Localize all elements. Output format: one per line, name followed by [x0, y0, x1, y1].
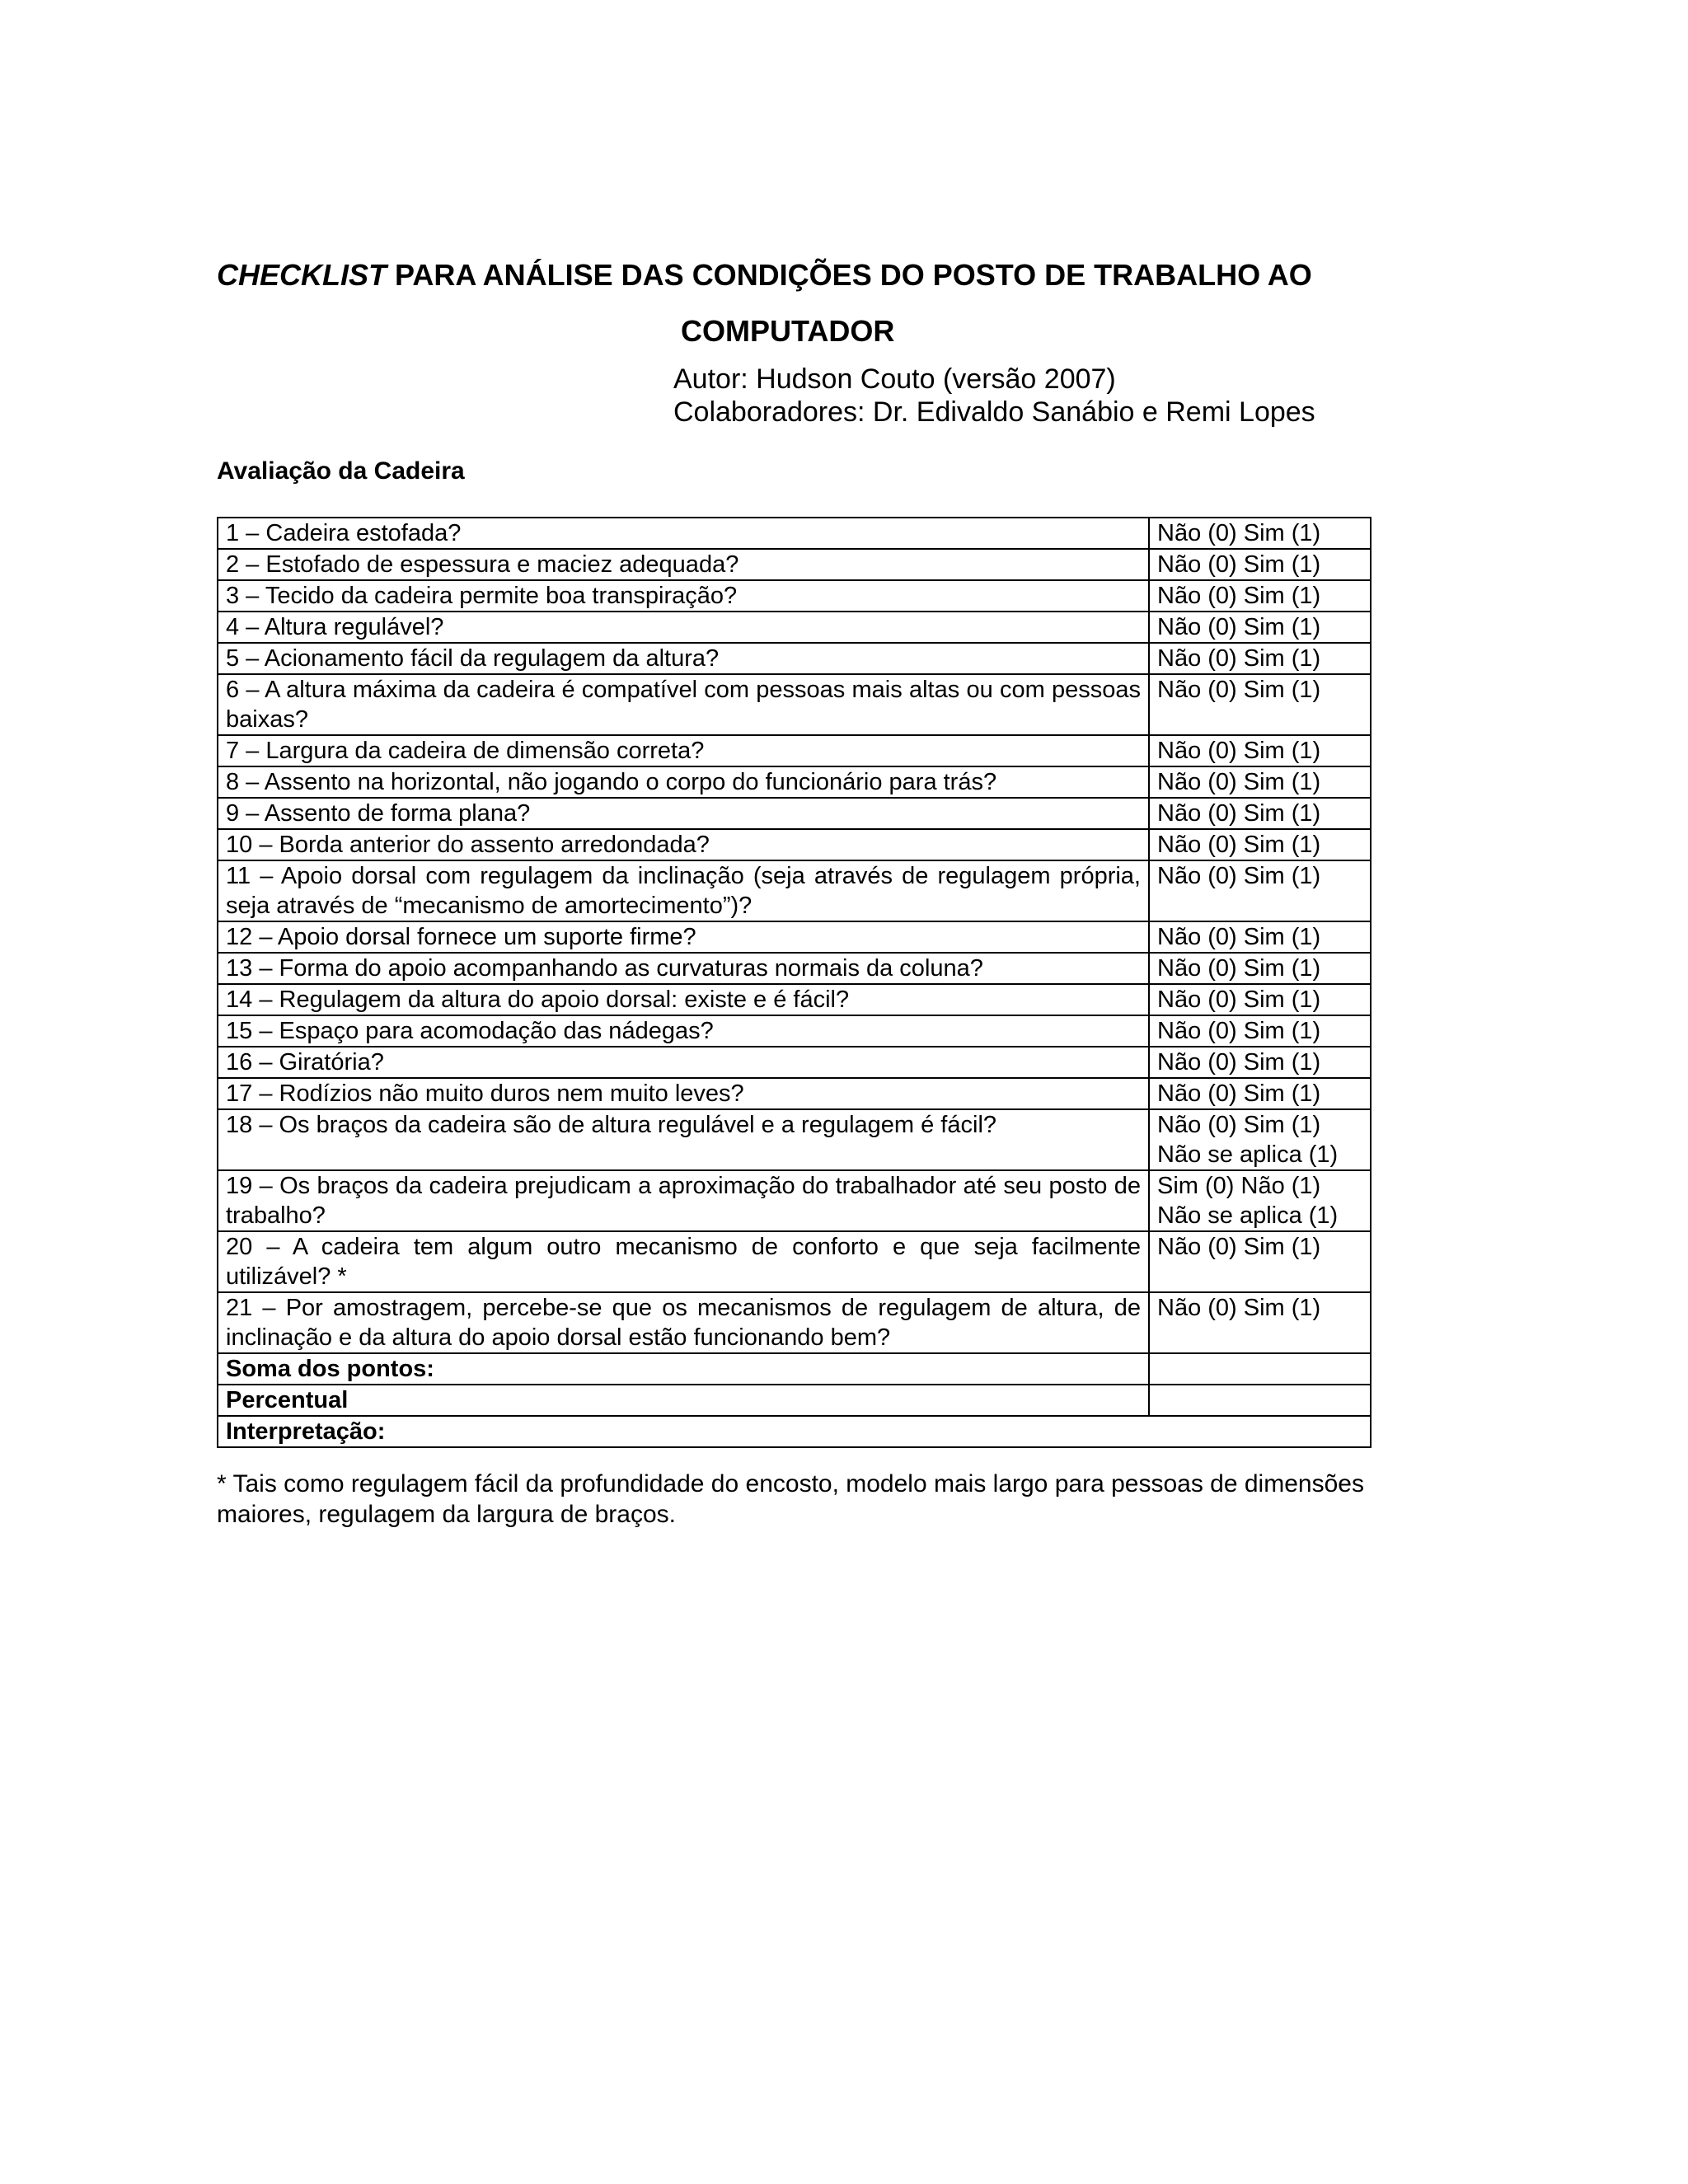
title-line-1	[217, 247, 1371, 303]
percent-label: Percentual	[218, 1385, 1149, 1416]
interpretation-row	[218, 1416, 1371, 1447]
author-block	[673, 363, 1315, 429]
question-cell: 3 – Tecido da cadeira permite boa transpiração?	[218, 580, 1149, 612]
answer-option[interactable]: Não (0) Sim (1)	[1157, 800, 1321, 827]
percent-value-cell[interactable]	[1149, 1385, 1371, 1416]
checklist-table	[217, 517, 1372, 1448]
question-cell: 11 – Apoio dorsal com regulagem da inclinação (seja através de regulagem própria, seja através de “mecanismo de amortecimento”)?	[218, 860, 1149, 921]
answer-cell[interactable]	[1149, 1078, 1371, 1109]
answer-cell[interactable]	[1149, 674, 1371, 735]
answer-cell[interactable]	[1149, 953, 1371, 984]
answer-option[interactable]: Não (0) Sim (1)	[1157, 863, 1321, 889]
answer-option[interactable]: Não (0) Sim (1)	[1157, 520, 1321, 546]
title-italic-word: CHECKLIST	[217, 258, 387, 292]
answer-option[interactable]: Não (0) Sim (1)	[1157, 551, 1321, 578]
checklist-row	[218, 1015, 1371, 1047]
answer-option[interactable]: Não (0) Sim (1)	[1157, 1112, 1321, 1138]
answer-option[interactable]: Sim (0) Não (1)	[1157, 1173, 1321, 1199]
answer-cell[interactable]	[1149, 860, 1371, 921]
question-cell: 6 – A altura máxima da cadeira é compatível com pessoas mais altas ou com pessoas baixas?	[218, 674, 1149, 735]
answer-option[interactable]: Não (0) Sim (1)	[1157, 614, 1321, 640]
answer-option[interactable]: Não (0) Sim (1)	[1157, 1018, 1321, 1044]
checklist-row	[218, 798, 1371, 829]
sum-label: Soma dos pontos:	[218, 1353, 1149, 1385]
answer-cell[interactable]	[1149, 984, 1371, 1015]
checklist-body	[218, 518, 1371, 1447]
question-cell: 17 – Rodízios não muito duros nem muito leves?	[218, 1078, 1149, 1109]
checklist-row	[218, 549, 1371, 580]
answer-cell[interactable]	[1149, 921, 1371, 953]
question-cell: 1 – Cadeira estofada?	[218, 518, 1149, 549]
checklist-row	[218, 1047, 1371, 1078]
answer-cell[interactable]	[1149, 612, 1371, 643]
checklist-row	[218, 612, 1371, 643]
answer-cell[interactable]	[1149, 766, 1371, 798]
answer-cell[interactable]	[1149, 1015, 1371, 1047]
answer-option[interactable]: Não (0) Sim (1)	[1157, 1049, 1321, 1076]
checklist-row	[218, 829, 1371, 860]
question-cell: 12 – Apoio dorsal fornece um suporte firme?	[218, 921, 1149, 953]
checklist-row	[218, 580, 1371, 612]
answer-cell[interactable]	[1149, 643, 1371, 674]
answer-cell[interactable]	[1149, 1109, 1371, 1170]
question-cell: 16 – Giratória?	[218, 1047, 1149, 1078]
question-cell: 2 – Estofado de espessura e maciez adequada?	[218, 549, 1149, 580]
checklist-row	[218, 674, 1371, 735]
document-title	[217, 247, 1371, 359]
checklist-row	[218, 984, 1371, 1015]
answer-cell[interactable]	[1149, 1170, 1371, 1231]
answer-cell[interactable]	[1149, 518, 1371, 549]
question-cell: 18 – Os braços da cadeira são de altura regulável e a regulagem é fácil?	[218, 1109, 1149, 1170]
answer-cell[interactable]	[1149, 1047, 1371, 1078]
answer-cell[interactable]	[1149, 1231, 1371, 1292]
question-cell: 9 – Assento de forma plana?	[218, 798, 1149, 829]
question-cell: 14 – Regulagem da altura do apoio dorsal: existe e é fácil?	[218, 984, 1149, 1015]
answer-option[interactable]: Não (0) Sim (1)	[1157, 677, 1321, 703]
checklist-row	[218, 860, 1371, 921]
question-cell: 13 – Forma do apoio acompanhando as curvaturas normais da coluna?	[218, 953, 1149, 984]
question-cell: 21 – Por amostragem, percebe-se que os mecanismos de regulagem de altura, de inclinação e da altura do apoio dorsal estão funcionando bem?	[218, 1292, 1149, 1353]
answer-option[interactable]: Não (0) Sim (1)	[1157, 738, 1321, 764]
checklist-row	[218, 953, 1371, 984]
checklist-row	[218, 766, 1371, 798]
answer-cell[interactable]	[1149, 829, 1371, 860]
checklist-row	[218, 1170, 1371, 1231]
checklist-row	[218, 1078, 1371, 1109]
collaborators-line: Colaboradores: Dr. Edivaldo Sanábio e Remi Lopes	[673, 396, 1315, 428]
answer-option[interactable]: Não (0) Sim (1)	[1157, 1295, 1321, 1321]
sum-row	[218, 1353, 1371, 1385]
checklist-row	[218, 735, 1371, 766]
answer-option[interactable]: Não (0) Sim (1)	[1157, 832, 1321, 858]
title-line-2: COMPUTADOR	[681, 314, 895, 348]
question-cell: 8 – Assento na horizontal, não jogando o corpo do funcionário para trás?	[218, 766, 1149, 798]
answer-option[interactable]: Não se aplica (1)	[1157, 1141, 1339, 1168]
sum-value-cell[interactable]	[1149, 1353, 1371, 1385]
percent-row	[218, 1385, 1371, 1416]
answer-option[interactable]: Não se aplica (1)	[1157, 1202, 1339, 1229]
question-cell: 7 – Largura da cadeira de dimensão correta?	[218, 735, 1149, 766]
question-cell: 4 – Altura regulável?	[218, 612, 1149, 643]
question-cell: 10 – Borda anterior do assento arredondada?	[218, 829, 1149, 860]
question-cell: 5 – Acionamento fácil da regulagem da altura?	[218, 643, 1149, 674]
footnote: * Tais como regulagem fácil da profundidade do encosto, modelo mais largo para pessoas de dimensões maiores, regulagem da largura de braços.	[217, 1470, 1364, 1528]
answer-option[interactable]: Não (0) Sim (1)	[1157, 1234, 1321, 1260]
author-line: Autor: Hudson Couto (versão 2007)	[673, 363, 1116, 395]
interpretation-label[interactable]: Interpretação:	[218, 1416, 1371, 1447]
answer-cell[interactable]	[1149, 580, 1371, 612]
answer-cell[interactable]	[1149, 1292, 1371, 1353]
answer-cell[interactable]	[1149, 798, 1371, 829]
question-cell: 20 – A cadeira tem algum outro mecanismo de conforto e que seja facilmente utilizável? *	[218, 1231, 1149, 1292]
question-cell: 19 – Os braços da cadeira prejudicam a aproximação do trabalhador até seu posto de trabalho?	[218, 1170, 1149, 1231]
answer-option[interactable]: Não (0) Sim (1)	[1157, 769, 1321, 795]
answer-cell[interactable]	[1149, 549, 1371, 580]
answer-option[interactable]: Não (0) Sim (1)	[1157, 583, 1321, 609]
answer-cell[interactable]	[1149, 735, 1371, 766]
answer-option[interactable]: Não (0) Sim (1)	[1157, 987, 1321, 1013]
answer-option[interactable]: Não (0) Sim (1)	[1157, 955, 1321, 982]
section-heading: Avaliação da Cadeira	[217, 457, 465, 485]
checklist-row	[218, 1109, 1371, 1170]
checklist-row	[218, 921, 1371, 953]
answer-option[interactable]: Não (0) Sim (1)	[1157, 924, 1321, 950]
answer-option[interactable]: Não (0) Sim (1)	[1157, 1080, 1321, 1107]
question-cell: 15 – Espaço para acomodação das nádegas?	[218, 1015, 1149, 1047]
answer-option[interactable]: Não (0) Sim (1)	[1157, 645, 1321, 672]
checklist-row	[218, 1292, 1371, 1353]
title-line-1-rest: PARA ANÁLISE DAS CONDIÇÕES DO POSTO DE TRABALHO AO	[387, 258, 1312, 292]
checklist-row	[218, 643, 1371, 674]
checklist-row	[218, 518, 1371, 549]
checklist-row	[218, 1231, 1371, 1292]
